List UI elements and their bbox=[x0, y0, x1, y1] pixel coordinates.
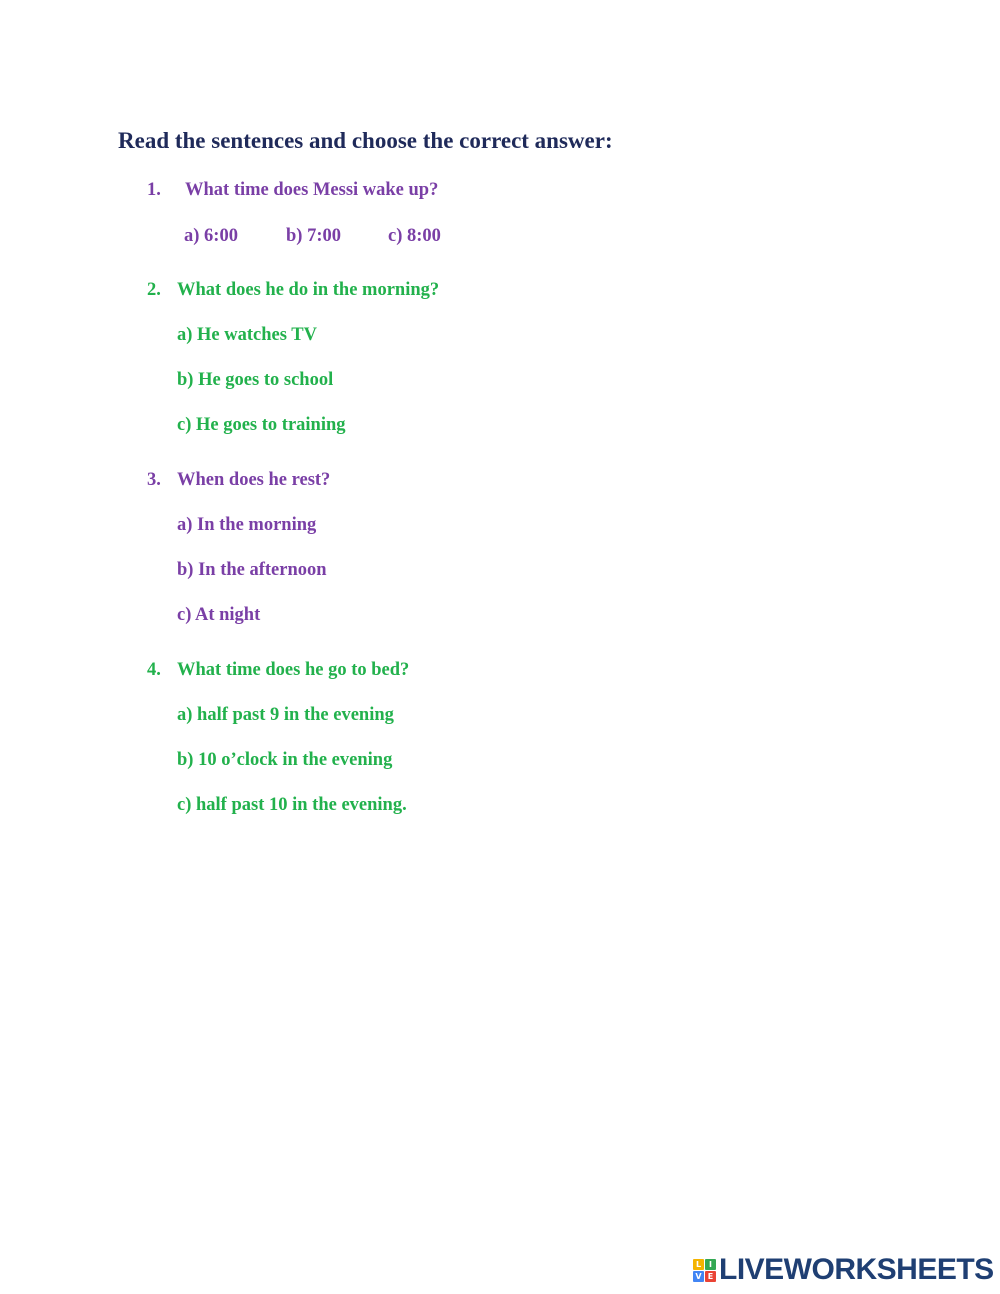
logo-block-e: E bbox=[705, 1271, 716, 1282]
question-1-option-b[interactable]: b) 7:00 bbox=[286, 226, 341, 246]
question-4-option-b[interactable]: b) 10 o’clock in the evening bbox=[177, 750, 393, 770]
question-1-option-a[interactable]: a) 6:00 bbox=[184, 226, 238, 246]
logo-block-l: L bbox=[693, 1259, 704, 1270]
question-4-option-a[interactable]: a) half past 9 in the evening bbox=[177, 705, 394, 725]
question-2-option-a[interactable]: a) He watches TV bbox=[177, 325, 317, 345]
question-3-option-c[interactable]: c) At night bbox=[177, 605, 261, 625]
question-3-text: When does he rest? bbox=[177, 470, 331, 490]
logo-block-i: I bbox=[705, 1259, 716, 1270]
liveworksheets-logo bbox=[693, 1255, 994, 1285]
question-2-number: 2. bbox=[147, 280, 161, 300]
question-2-option-c[interactable]: c) He goes to training bbox=[177, 415, 346, 435]
logo-block-v: V bbox=[693, 1271, 704, 1282]
question-2-text: What does he do in the morning? bbox=[177, 280, 440, 300]
question-1-text: What time does Messi wake up? bbox=[185, 180, 439, 200]
question-4-option-c[interactable]: c) half past 10 in the evening. bbox=[177, 795, 407, 815]
worksheet-instruction: Read the sentences and choose the correct answer: bbox=[118, 128, 613, 153]
logo-blocks-icon bbox=[693, 1259, 716, 1282]
question-3-option-a[interactable]: a) In the morning bbox=[177, 515, 317, 535]
question-4-number: 4. bbox=[147, 660, 161, 680]
question-3-option-b[interactable]: b) In the afternoon bbox=[177, 560, 327, 580]
question-1-number: 1. bbox=[147, 180, 161, 200]
question-1-option-c[interactable]: c) 8:00 bbox=[388, 226, 441, 246]
question-4-text: What time does he go to bed? bbox=[177, 660, 410, 680]
logo-text: LIVEWORKSHEETS bbox=[719, 1253, 994, 1286]
question-3-number: 3. bbox=[147, 470, 161, 490]
question-2-option-b[interactable]: b) He goes to school bbox=[177, 370, 334, 390]
